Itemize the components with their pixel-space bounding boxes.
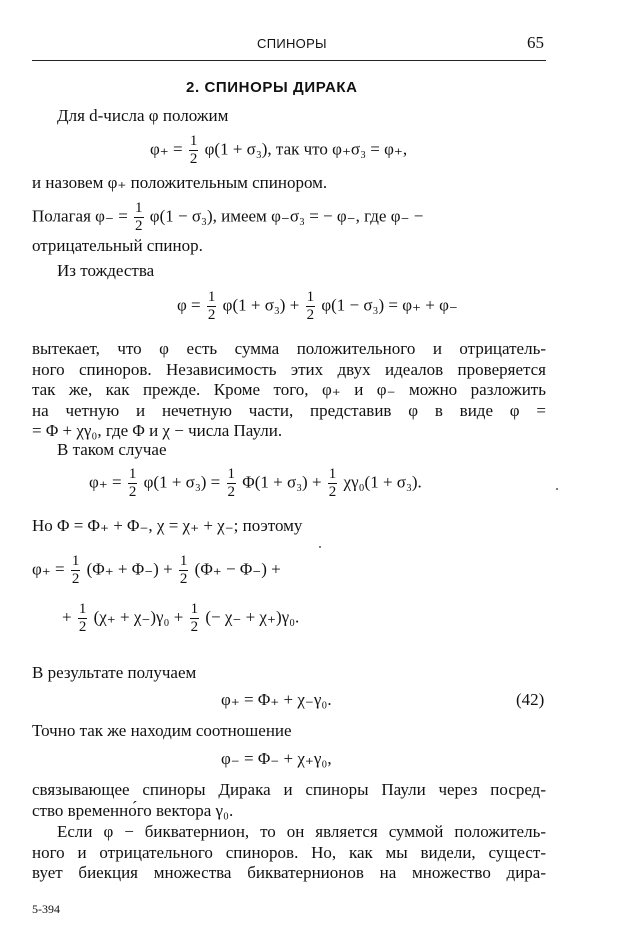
eq3-fraction-3: $\frac{1}{2}$ bbox=[328, 466, 337, 500]
equation-phi-minus: φ₋ = Φ₋ + χ₊γ₀, bbox=[221, 749, 332, 768]
eq2-fraction-2: $\frac{1}{2}$ bbox=[306, 289, 315, 323]
eq1-lhs: φ₊ = bbox=[150, 139, 183, 159]
header-rule bbox=[32, 60, 546, 61]
text-line: вует биекция множества бикватернионов на множество дира- bbox=[32, 863, 546, 883]
equation-phi-plus-expansion: φ₊ = $\frac{1}{2}$ φ(1 + σ₃) = $\frac{1}{2}$ Φ(1 + σ₃) + $\frac{1}{2}$ χγ₀(1 + σ₃). bbox=[89, 466, 422, 500]
equation-42: φ₊ = Φ₊ + χ₋γ₀. bbox=[221, 690, 332, 709]
eq4-fraction-4: $\frac{1}{2}$ bbox=[190, 601, 199, 635]
equation-identity: φ = $\frac{1}{2}$ φ(1 + σ₃) + $\frac{1}{2}$ φ(1 − σ₃) = φ₊ + φ₋ bbox=[177, 289, 458, 323]
speck-mark bbox=[319, 546, 321, 548]
section-title: 2. СПИНОРЫ ДИРАКА bbox=[186, 79, 358, 96]
paragraph-positive-spinor: и назовем φ₊ положительным спинором. bbox=[32, 173, 328, 192]
eq4-fraction-1: $\frac{1}{2}$ bbox=[71, 553, 80, 587]
equation-split-line1: φ₊ = $\frac{1}{2}$ (Φ₊ + Φ₋) + $\frac{1}{2}$ (Φ₊ − Φ₋) + bbox=[32, 553, 281, 587]
eq3-fraction-2: $\frac{1}{2}$ bbox=[227, 466, 236, 500]
eq4-fraction-3: $\frac{1}{2}$ bbox=[78, 601, 87, 635]
paragraph-identity-intro: Из тождества bbox=[57, 261, 155, 280]
paragraph-negative-spinor-line1: Полагая φ₋ = $\frac{1}{2}$ φ(1 − σ₃), имеем φ₋σ₃ = − φ₋, где φ₋ − bbox=[32, 200, 424, 234]
paragraph-intro: Для d-числа φ положим bbox=[57, 106, 229, 125]
paragraph-decomposition bbox=[32, 339, 546, 442]
text-line: на четную и нечетную части, представив φ в виде φ = bbox=[32, 400, 546, 420]
text-line: ного спиноров. Независимость этих двух идеалов проверяется bbox=[32, 359, 546, 379]
p3-fraction: $\frac{1}{2}$ bbox=[135, 200, 143, 234]
speck-mark bbox=[556, 488, 558, 490]
equation-split-line2: + $\frac{1}{2}$ (χ₊ + χ₋)γ₀ + $\frac{1}{2}$ (− χ₋ + χ₊)γ₀. bbox=[62, 601, 300, 635]
running-title: СПИНОРЫ bbox=[257, 36, 327, 51]
printer-signature-mark: 5-394 bbox=[32, 902, 60, 916]
paragraph-therefore: Но Φ = Φ₊ + Φ₋, χ = χ₊ + χ₋; поэтому bbox=[32, 516, 303, 535]
page-number: 65 bbox=[527, 33, 544, 52]
equation-number: (42) bbox=[516, 690, 545, 709]
text-line: так же, как прежде. Кроме того, φ₊ и φ₋ можно разложить bbox=[32, 380, 546, 400]
text-line: связывающее спиноры Дирака и спиноры Паули через посред- bbox=[32, 780, 546, 799]
text-line: Если φ − бикватернион, то он является суммой положитель- bbox=[57, 822, 546, 841]
equation-phi-plus-definition bbox=[150, 133, 407, 168]
text-line: вытекает, что φ есть сумма положительного и отрицатель- bbox=[32, 339, 546, 358]
paragraph-biquaternion bbox=[32, 822, 546, 884]
eq4-fraction-2: $\frac{1}{2}$ bbox=[179, 553, 188, 587]
paragraph-in-this-case: В таком случае bbox=[57, 440, 167, 459]
text-line: ство временно́го вектора γ₀. bbox=[32, 800, 234, 820]
text-line: ного и отрицательного спиноров. Но, как мы видели, сущест- bbox=[32, 842, 546, 862]
eq1-rhs: φ(1 + σ₃), так что φ₊σ₃ = φ₊, bbox=[204, 139, 408, 159]
eq3-fraction-1: $\frac{1}{2}$ bbox=[128, 466, 137, 500]
text-line: = Φ + χγ₀, где Φ и χ − числа Паули. bbox=[32, 421, 283, 441]
paragraph-as-a-result: В результате получаем bbox=[32, 663, 197, 682]
paragraph-negative-spinor-line2: отрицательный спинор. bbox=[32, 236, 203, 255]
paragraph-dirac-pauli-link bbox=[32, 780, 546, 821]
eq2-fraction-1: $\frac{1}{2}$ bbox=[207, 289, 216, 323]
eq1-fraction: $\frac{1}{2}$ bbox=[189, 133, 198, 167]
paragraph-similarly: Точно так же находим соотношение bbox=[32, 721, 292, 740]
